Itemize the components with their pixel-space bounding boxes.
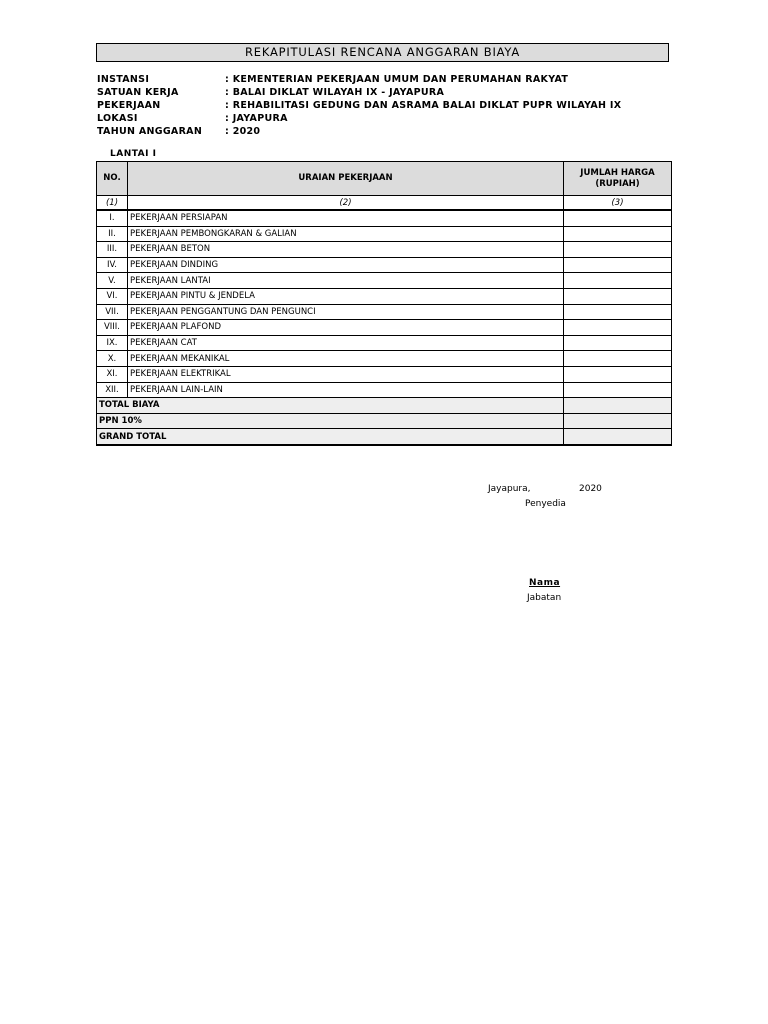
row-desc: PEKERJAAN CAT (128, 335, 564, 351)
row-no: XII. (97, 382, 128, 398)
meta-label: SATUAN KERJA (97, 87, 179, 98)
row-no: III. (97, 242, 128, 258)
signature-position: Jabatan (527, 593, 562, 603)
header-uraian: URAIAN PEKERJAAN (128, 162, 564, 196)
meta-value: : JAYAPURA (225, 113, 288, 124)
column-number: (1) (97, 196, 128, 211)
table-row (97, 257, 672, 273)
row-amount (564, 320, 672, 336)
table-row (97, 382, 672, 398)
table-row (97, 273, 672, 289)
floor-label: LANTAI I (110, 149, 157, 159)
table-row (97, 288, 672, 304)
meta-label: PEKERJAAN (97, 100, 161, 111)
meta-label: LOKASI (97, 113, 138, 124)
row-no: VI. (97, 288, 128, 304)
signature-role: Penyedia (525, 499, 566, 509)
cost-recap-table (96, 161, 672, 446)
grand-total-label: GRAND TOTAL (97, 429, 564, 445)
grand-total-amount (564, 429, 672, 445)
row-desc: PEKERJAAN LAIN-LAIN (128, 382, 564, 398)
table-row (97, 351, 672, 367)
meta-value: : KEMENTERIAN PEKERJAAN UMUM DAN PERUMAHAN RAKYAT (225, 74, 569, 85)
row-desc: PEKERJAAN PENGGANTUNG DAN PENGUNCI (128, 304, 564, 320)
meta-row-instansi (97, 73, 621, 86)
signature-year: 2020 (579, 484, 602, 494)
meta-row-tahun-anggaran (97, 125, 621, 138)
row-no: VII. (97, 304, 128, 320)
row-no: II. (97, 226, 128, 242)
table-header-row (97, 162, 672, 196)
column-number: (2) (128, 196, 564, 211)
table-row (97, 304, 672, 320)
row-amount (564, 366, 672, 382)
header-no: NO. (97, 162, 128, 196)
header-info (97, 73, 621, 138)
signature-place: Jayapura, (488, 484, 531, 494)
signature-name: Nama (529, 578, 561, 588)
table-row (97, 320, 672, 336)
row-amount (564, 351, 672, 367)
column-number-row (97, 196, 672, 211)
row-desc: PEKERJAAN LANTAI (128, 273, 564, 289)
grand-total-row (97, 429, 672, 445)
column-number: (3) (564, 196, 672, 211)
table-row (97, 242, 672, 258)
row-amount (564, 226, 672, 242)
row-amount (564, 257, 672, 273)
row-amount (564, 335, 672, 351)
row-amount (564, 304, 672, 320)
header-harga-line2: (RUPIAH) (595, 178, 640, 189)
row-desc: PEKERJAAN DINDING (128, 257, 564, 273)
table-row (97, 210, 672, 226)
row-amount (564, 242, 672, 258)
row-amount (564, 210, 672, 226)
row-no: VIII. (97, 320, 128, 336)
row-desc: PEKERJAAN PLAFOND (128, 320, 564, 336)
table-row (97, 226, 672, 242)
row-amount (564, 273, 672, 289)
header-harga-line1: JUMLAH HARGA (580, 167, 655, 178)
total-row (97, 398, 672, 414)
ppn-row (97, 413, 672, 429)
meta-row-pekerjaan (97, 99, 621, 112)
row-desc: PEKERJAAN PEMBONGKARAN & GALIAN (128, 226, 564, 242)
total-amount (564, 398, 672, 414)
meta-value: : REHABILITASI GEDUNG DAN ASRAMA BALAI DIKLAT PUPR WILAYAH IX (225, 100, 622, 111)
meta-label: INSTANSI (97, 74, 150, 85)
total-label: TOTAL BIAYA (97, 398, 564, 414)
row-amount (564, 382, 672, 398)
meta-label: TAHUN ANGGARAN (97, 126, 203, 137)
document-title: REKAPITULASI RENCANA ANGGARAN BIAYA (96, 43, 669, 62)
ppn-label: PPN 10% (97, 413, 564, 429)
table-row (97, 366, 672, 382)
row-no: IV. (97, 257, 128, 273)
meta-value: : 2020 (225, 126, 261, 137)
header-jumlah-harga (564, 162, 672, 196)
row-desc: PEKERJAAN PERSIAPAN (128, 210, 564, 226)
row-no: V. (97, 273, 128, 289)
row-no: IX. (97, 335, 128, 351)
meta-row-lokasi (97, 112, 621, 125)
row-no: X. (97, 351, 128, 367)
row-amount (564, 288, 672, 304)
row-desc: PEKERJAAN MEKANIKAL (128, 351, 564, 367)
meta-value: : BALAI DIKLAT WILAYAH IX - JAYAPURA (225, 87, 445, 98)
table-row (97, 335, 672, 351)
row-desc: PEKERJAAN ELEKTRIKAL (128, 366, 564, 382)
row-desc: PEKERJAAN PINTU & JENDELA (128, 288, 564, 304)
row-desc: PEKERJAAN BETON (128, 242, 564, 258)
ppn-amount (564, 413, 672, 429)
meta-row-satuan-kerja (97, 86, 621, 99)
row-no: XI. (97, 366, 128, 382)
row-no: I. (97, 210, 128, 226)
